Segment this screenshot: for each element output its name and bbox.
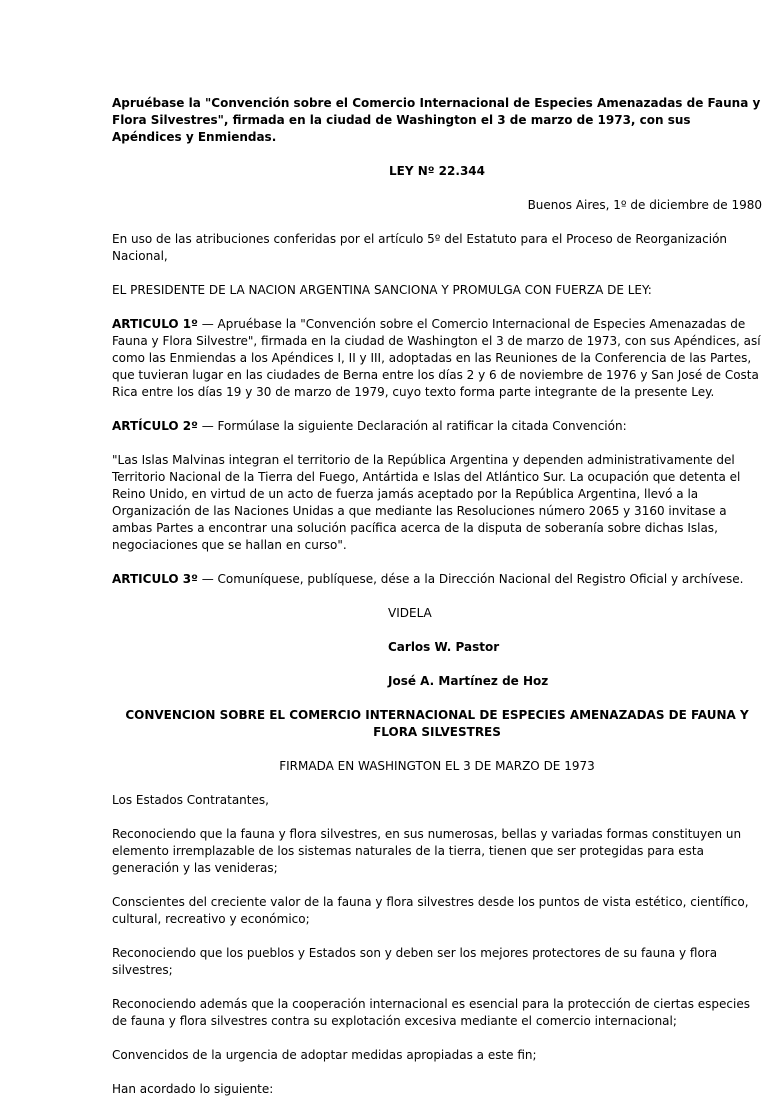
law-title: Apruébase la "Convención sobre el Comercio Internacional de Especies Amenazadas de Fauna y Flora Silvestres", firmada en la ciudad de Washington el 3 de marzo de 1973, con sus Apéndices y Enmiendas. xyxy=(112,96,761,144)
convention-paragraph: Los Estados Contratantes, xyxy=(112,793,269,807)
article-label: ARTÍCULO 2º xyxy=(112,419,198,433)
article-text: — Formúlase la siguiente Declaración al ratificar la citada Convención: xyxy=(197,419,627,433)
article-3 xyxy=(112,571,762,588)
signature: Carlos W. Pastor xyxy=(388,640,500,654)
signature: José A. Martínez de Hoz xyxy=(388,674,549,688)
convention-paragraph: Reconociendo que la fauna y flora silvestres, en sus numerosas, bellas y variadas formas constituyen un elemento irremplazable de los sistemas naturales de la tierra, tienen que ser protegidas para esta generación y las venideras; xyxy=(112,827,742,875)
declaration: "Las Islas Malvinas integran el territorio de la República Argentina y dependen administrativamente del Territorio Nacional de la Tierra del Fuego, Antártida e Islas del Atlántico Sur. La ocupación que detenta el Reino Unido, en virtud de un acto de fuerza jamás aceptado por la República Argentina, llevó a la Organización de las Naciones Unidas a que mediante las Resoluciones número 2065 y 3160 invitase a ambas Partes a encontrar una solución pacífica acerca de la disputa de soberanía sobre dichas Islas, negociaciones que se hallan en curso". xyxy=(112,453,741,552)
convention-title: CONVENCION SOBRE EL COMERCIO INTERNACIONAL DE ESPECIES AMENAZADAS DE FAUNA Y FLORA SILVESTRES xyxy=(125,708,749,739)
convention-paragraph: Convencidos de la urgencia de adoptar medidas apropiadas a este fin; xyxy=(112,1048,537,1062)
law-number: LEY Nº 22.344 xyxy=(388,164,485,178)
signature: VIDELA xyxy=(388,606,432,620)
convention-paragraph: Conscientes del creciente valor de la fauna y flora silvestres desde los puntos de vista estético, científico, cultural, recreativo y económico; xyxy=(112,895,749,926)
article-label: ARTICULO 3º xyxy=(112,572,198,586)
article-text: — Apruébase la "Convención sobre el Comercio Internacional de Especies Amenazadas de Fauna y Flora Silvestre", firmada en la ciudad de Washington el 3 de marzo de 1973, con sus Apéndices, así como las Enmiendas a los Apéndices I, II y III, adoptadas en las Reuniones de la Conferencia de las Partes, que tuvieran lugar en las ciudades de Berna entre los días 2 y 6 de noviembre de 1976 y San José de Costa Rica entre los días 19 y 30 de marzo de 1979, cuyo texto forma parte integrante de la presente Ley. xyxy=(112,317,761,399)
document-page xyxy=(112,95,762,1115)
article-1 xyxy=(112,316,762,401)
article-label: ARTICULO 1º xyxy=(112,317,198,331)
article-2 xyxy=(112,418,762,435)
preamble: En uso de las atribuciones conferidas por el artículo 5º del Estatuto para el Proceso de Reorganización Nacional, xyxy=(112,232,728,263)
article-text: — Comuníquese, publíquese, dése a la Dirección Nacional del Registro Oficial y archívese. xyxy=(197,572,744,586)
enactment-formula: EL PRESIDENTE DE LA NACION ARGENTINA SANCIONA Y PROMULGA CON FUERZA DE LEY: xyxy=(112,283,652,297)
convention-paragraph: Han acordado lo siguiente: xyxy=(112,1082,274,1096)
convention-subtitle: FIRMADA EN WASHINGTON EL 3 DE MARZO DE 1973 xyxy=(279,759,595,773)
convention-paragraph: Reconociendo que los pueblos y Estados son y deben ser los mejores protectores de su fauna y flora silvestres; xyxy=(112,946,718,977)
convention-paragraph: Reconociendo además que la cooperación internacional es esencial para la protección de ciertas especies de fauna y flora silvestres contra su explotación excesiva mediante el comercio internacional; xyxy=(112,997,750,1028)
place-date: Buenos Aires, 1º de diciembre de 1980 xyxy=(527,198,762,212)
